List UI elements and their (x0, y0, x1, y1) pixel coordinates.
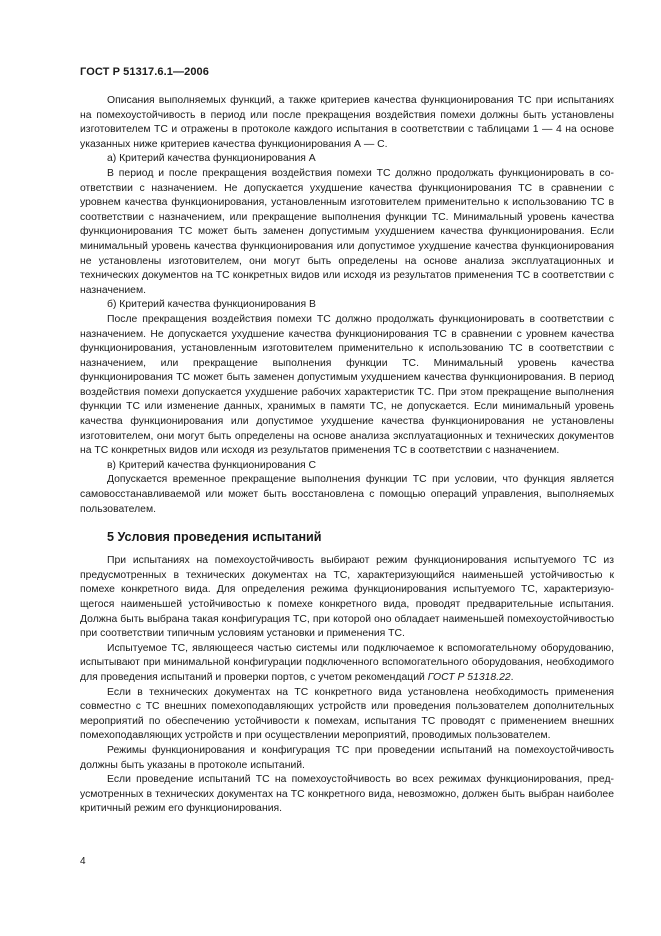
criterion-a-heading: а) Критерий качества функционирования А (107, 153, 316, 165)
paragraph: Описания выполняемых функций, а также критериев качества функционирования ТС при испытаниях на помехоустойчивость в период или после прекращения воздействия помехи должны быть установлены изготовителем ТС и отражены в протоколе каждого испытания в соответствии с таблицами 1 — 4 на основе указанных ниже критериев качества функционирования А — С. (80, 95, 614, 150)
paragraph: Допускается временное прекращение выполнения функции ТС при условии, что функция является самовосстанавливаемой или может быть восстановлена с помощью операций управления, выполняемых пользователем. (80, 474, 614, 515)
paragraph: Режимы функционирования и конфигурация ТС при проведении испытаний на помехоустойчивость должны быть указаны в протоколе испытаний. (80, 744, 614, 771)
criterion-c-heading: в) Критерий качества функционирования С (107, 459, 317, 471)
paragraph-end: . (510, 671, 514, 683)
criterion-b-heading: б) Критерий качества функционирования В (107, 299, 316, 311)
paragraph: Если проведение испытаний ТС на помехоустойчивость во всех режимах функционирования, предусмотренных в технических документах на ТС конкретного вида, невозможно, должен быть выбран наиболее критичный режим его функционирования. (80, 774, 614, 815)
paragraph: После прекращения воздействия помехи ТС должно продолжать функционировать в соответствии с назначением. Не допускается ухудшение качества функционирования ТС в сравнении с уровнем качества функционирования, установленным изготовителем применительно к использованию ТС в соответствии с назначением, или прекращение выполнения функции ТС. Минимальный уровень качества функционирования ТС может быть заменен допустимым ухудшением качества функционирования. В период воздействия помехи допускается ухудшение рабочих характеристик ТС. При этом прекращение выполнения функции ТС или изменение данных, хранимых в памяти ТС, не допускается. Если минимальный уровень качества функционирования или допустимое ухудшение качества функционирования не установлены изготовителем, они могут быть определены на основе анализа эксплуатационных и технических документов на ТС конкретных видов или исходя из результатов применения ТС в соответствии с назначением. (80, 313, 614, 457)
paragraph-text: Испытуемое ТС, являющееся частью системы или подключаемое к вспомогательному оборудованию, испытывают при минимальной конфигурации подключенного вспомогательного оборудования, необходимого для проведения испытаний и проверки портов, с учетом рекомендаций (80, 642, 614, 683)
page-number: 4 (80, 856, 86, 867)
paragraph: При испытаниях на помехоустойчивость выбирают режим функционирования испытуемого ТС из предусмотренных в технических документах на ТС, характеризующийся наименьшей устойчивостью к помехе конкретного вида. Для определения режима функционирования испытуемого ТС, характеризующегося наименьшей устойчивостью к помехе конкретного вида, проводят предварительные испытания. Должна быть выбрана такая конфигурация ТС, при которой оно обладает наименьшей помехоустойчивостью при соответствии типичным условиям установки и применения ТС. (80, 555, 614, 640)
paragraph: В период и после прекращения воздействия помехи ТС должно продолжать функционировать в соответствии с назначением. Не допускается ухудшение качества функционирования ТС в сравнении с уровнем качества функционирования, установленным изготовителем применительно к использованию ТС в соответствии с назначением, или прекращение выполнения функции ТС. Минимальный уровень качества функционирования ТС может быть заменен допустимым ухудшением качества функционирования. Если минимальный уровень качества функционирования или допустимое ухудшение качества функционирования не установлены изготовителем, они могут быть определены на основе анализа эксплуатационных и технических документов на ТС конкретных видов или исходя из результатов применения ТС в соответствии с назначением. (80, 167, 614, 296)
paragraph-with-reference (80, 642, 614, 686)
paragraph: Если в технических документах на ТС конкретного вида установлена необходимость применения совместно с ТС внешних помехоподавляющих устройств или проведения пользователем дополнительных мероприятий по обеспечению устойчивости к помехам, испытания ТС проводят с применением внешних помехоподавляющих устройств и при осуществлении мероприятий, проводимых пользователем. (80, 686, 614, 742)
standard-reference: ГОСТ Р 51318.22 (427, 671, 511, 683)
document-body (80, 94, 614, 817)
standard-header: ГОСТ Р 51317.6.1—2006 (80, 66, 209, 78)
section-heading: 5 Условия проведения испытаний (107, 530, 322, 545)
